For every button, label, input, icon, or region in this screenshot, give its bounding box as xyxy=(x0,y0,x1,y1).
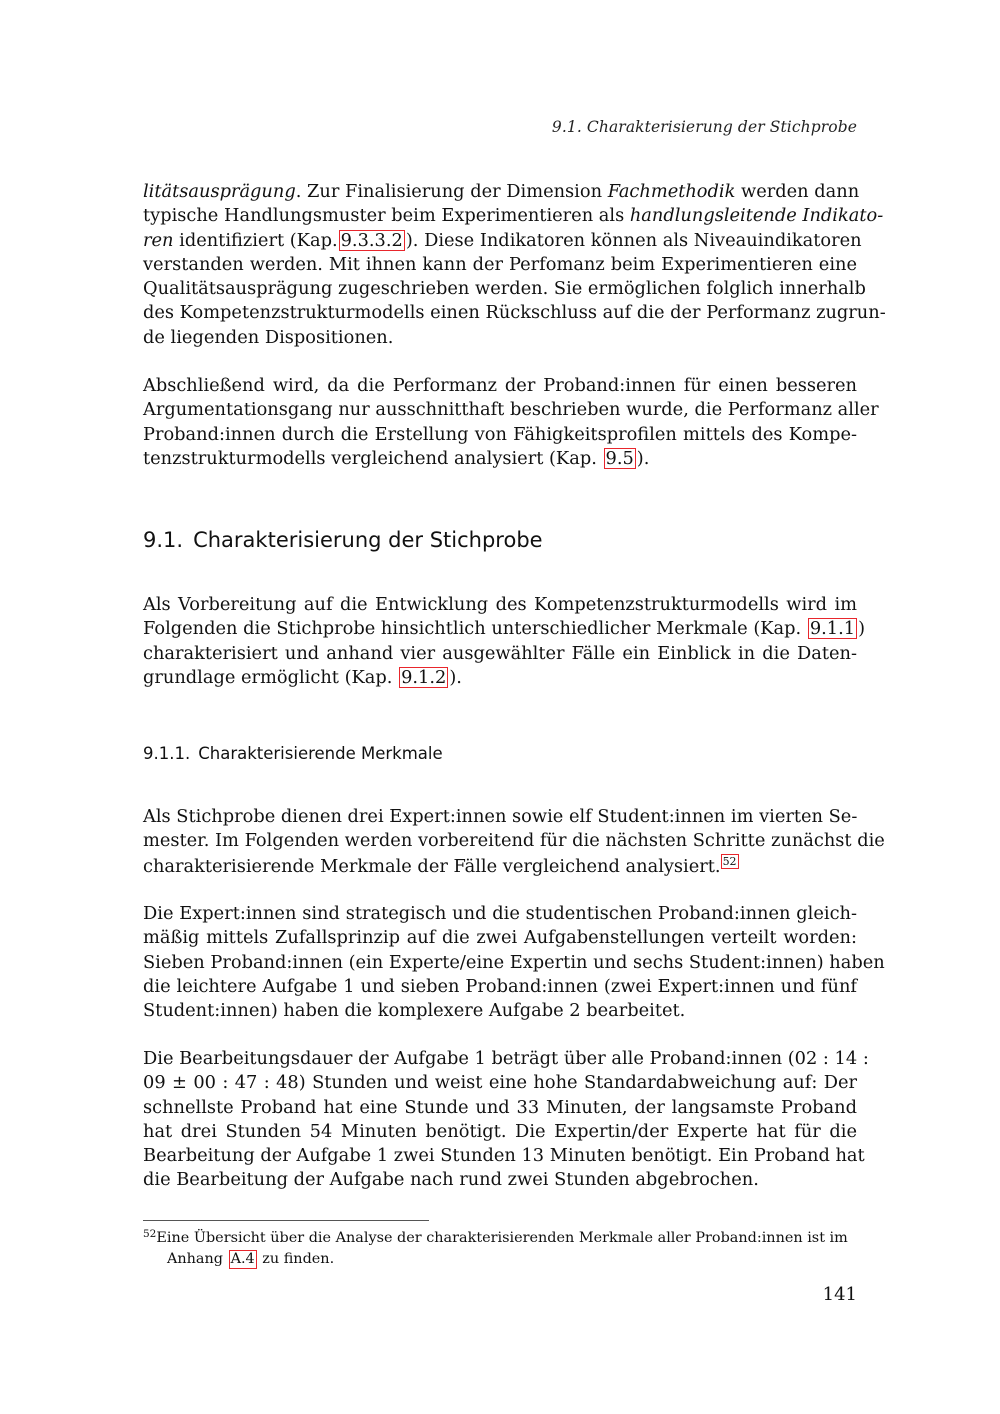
text-line: 09 ± 00 : 47 : 48) Stunden und weist eine hohe Standardabweichung auf: Der xyxy=(143,1072,857,1094)
footnote-number: 52 xyxy=(143,1228,157,1240)
subsection-heading xyxy=(143,744,443,763)
text-line: de liegenden Dispositionen. xyxy=(143,326,394,348)
text-span: ) xyxy=(858,618,866,640)
text-span: . Zur Finalisierung der Dimension xyxy=(295,181,608,202)
chapter-link-9-1-2[interactable]: 9.1.2 xyxy=(401,666,447,688)
text-line: schnellste Proband hat eine Stunde und 33 Minuten, der langsamste Proband xyxy=(143,1096,857,1118)
text-line: hat drei Stunden 54 Minuten benötigt. Die Expertin/der Experte hat für die xyxy=(143,1120,857,1142)
italic-term: handlungsleitende Indikato- xyxy=(629,205,884,227)
text-span: ). xyxy=(449,666,462,688)
italic-term: ren xyxy=(143,229,174,251)
text-line: charakterisiert und anhand vier ausgewählter Fälle ein Einblick in die Daten- xyxy=(143,642,857,664)
text-line xyxy=(143,204,884,228)
text-span: Anhang xyxy=(167,1251,228,1267)
text-line: Sieben Proband:innen (ein Experte/eine Expertin und sechs Student:innen) haben xyxy=(143,951,885,973)
text-span: identifiziert (Kap. xyxy=(173,229,338,251)
subsection-paragraph-3 xyxy=(143,1047,869,1193)
text-span: Folgenden die Stichprobe hinsichtlich unterschiedlicher Merkmale (Kap. xyxy=(143,618,802,640)
subsection-number: 9.1.1. xyxy=(143,744,191,763)
subsection-paragraph-1 xyxy=(143,805,885,879)
text-line xyxy=(143,617,866,641)
italic-term: Fachmethodik xyxy=(607,181,736,202)
text-span: ). xyxy=(636,447,650,469)
footnote-divider xyxy=(143,1220,429,1221)
text-line xyxy=(143,666,857,690)
running-header: 9.1. Charakterisierung der Stichprobe xyxy=(551,118,857,136)
footnote xyxy=(143,1224,857,1270)
text-line: die Bearbeitung der Aufgabe nach rund zwei Stunden abgebrochen. xyxy=(143,1169,759,1191)
text-line: Als Vorbereitung auf die Entwicklung des Kompetenzstrukturmodells wird im xyxy=(143,594,857,615)
italic-term: litätsausprägung xyxy=(143,181,296,202)
chapter-link-9-3-3-2[interactable]: 9.3.3.2 xyxy=(340,229,403,251)
page-number: 141 xyxy=(822,1284,857,1305)
footnote-line xyxy=(143,1249,857,1270)
section-number: 9.1. xyxy=(143,528,184,552)
text-span: werden dann xyxy=(735,181,860,202)
section-heading xyxy=(143,528,543,552)
text-line: Die Expert:innen sind strategisch und die studentischen Proband:innen gleich- xyxy=(143,903,857,924)
text-line: Student:innen) haben die komplexere Aufgabe 2 bearbeitet. xyxy=(143,1000,686,1022)
text-span: typische Handlungsmuster beim Experimentieren als xyxy=(143,205,630,227)
subsection-title: Charakterisierende Merkmale xyxy=(198,744,443,763)
text-line xyxy=(143,229,862,253)
text-line: Argumentationsgang nur ausschnitthaft beschrieben wurde, die Performanz aller xyxy=(143,399,879,421)
text-span: charakterisierende Merkmale der Fälle vergleichend analysiert. xyxy=(143,855,721,877)
text-line: Abschließend wird, da die Performanz der Proband:innen für einen besseren xyxy=(143,375,857,396)
text-line: Bearbeitung der Aufgabe 1 zwei Stunden 13 Minuten benötigt. Ein Proband hat xyxy=(143,1145,865,1167)
text-span: ). Diese Indikatoren können als Niveauindikatoren xyxy=(405,229,862,251)
text-line: Proband:innen durch die Erstellung von Fähigkeitsprofilen mittels des Kompe- xyxy=(143,423,857,445)
text-span: zu finden. xyxy=(257,1251,335,1267)
text-line: die leichtere Aufgabe 1 und sieben Proband:innen (zwei Expert:innen und fünf xyxy=(143,975,857,997)
text-line: mester. Im Folgenden werden vorbereitend für die nächsten Schritte zunächst die xyxy=(143,830,885,852)
text-line: mäßig mittels Zufallsprinzip auf die zwei Aufgabenstellungen verteilt worden: xyxy=(143,927,857,949)
text-line xyxy=(143,180,860,204)
text-line: verstanden werden. Mit ihnen kann der Perfomanz beim Experimentieren eine xyxy=(143,253,857,275)
subsection-paragraph-2 xyxy=(143,902,885,1023)
footnote-link-52[interactable]: 52 xyxy=(722,854,737,868)
text-line: des Kompetenzstrukturmodells einen Rückschluss auf die der Performanz zugrun- xyxy=(143,302,886,324)
appendix-link-a-4[interactable]: A.4 xyxy=(230,1251,255,1267)
chapter-link-9-5[interactable]: 9.5 xyxy=(605,447,634,469)
chapter-link-9-1-1[interactable]: 9.1.1 xyxy=(809,618,856,640)
text-line: Die Bearbeitungsdauer der Aufgabe 1 beträgt über alle Proband:innen (02 : 14 : xyxy=(143,1048,869,1069)
section-title: Charakterisierung der Stichprobe xyxy=(193,528,543,552)
section-paragraph-1 xyxy=(143,593,866,690)
text-span: Eine Übersicht über die Analyse der charakterisierenden Merkmale aller Proband:innen ist im xyxy=(156,1230,848,1246)
intro-paragraph-2 xyxy=(143,374,879,471)
text-span: grundlage ermöglicht (Kap. xyxy=(143,666,393,688)
text-line xyxy=(143,447,857,471)
text-line: Qualitätsausprägung zugeschrieben werden. Sie ermöglichen folglich innerhalb xyxy=(143,278,866,300)
text-line xyxy=(143,854,857,879)
intro-paragraph-1 xyxy=(143,180,886,350)
text-span: tenzstrukturmodells vergleichend analysiert (Kap. xyxy=(143,447,597,469)
footnote-line xyxy=(143,1230,848,1246)
text-line: Als Stichprobe dienen drei Expert:innen sowie elf Student:innen im vierten Se- xyxy=(143,806,858,827)
